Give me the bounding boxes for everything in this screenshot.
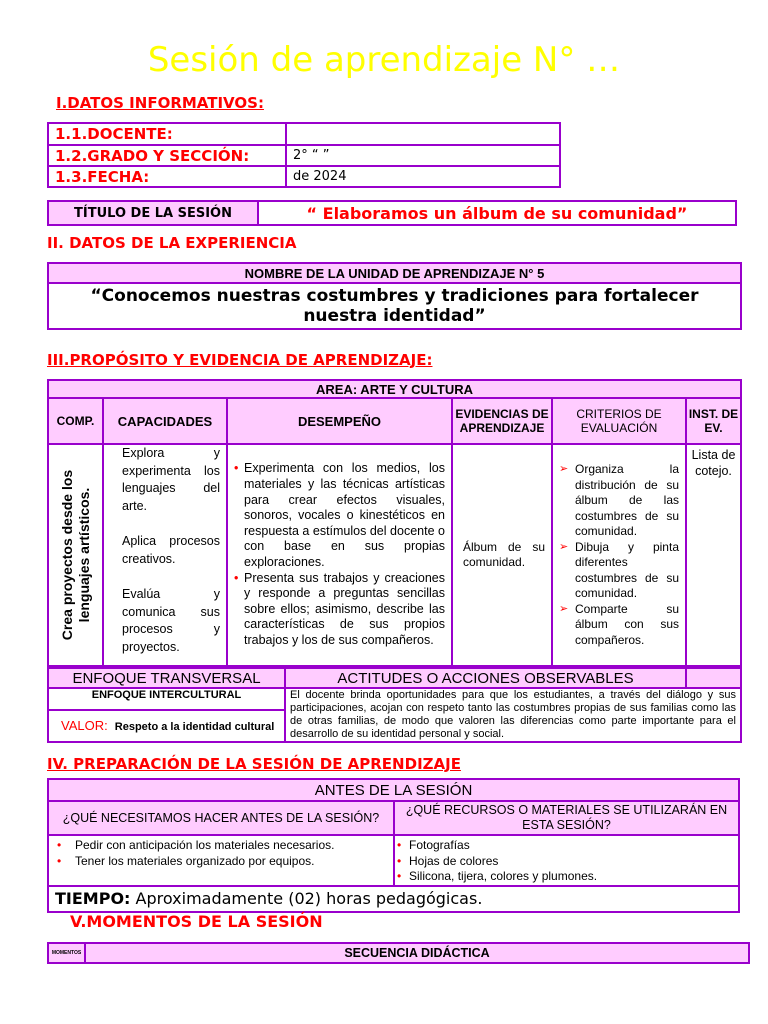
capacidad-item: Aplica procesos creativos. xyxy=(122,534,220,566)
capacidad-item: Explora y experimenta los lenguajes del arte. xyxy=(122,446,220,513)
actitudes-header: ACTITUDES O ACCIONES OBSERVABLES xyxy=(285,668,686,688)
actitud-text: El docente brinda oportunidades para que los estudiantes, a través del diálogo y sus participaciones, acojan con respeto tanto las costumbres propias de sus familias como las de otras familias, de modo que valoren las diferencias como parte importante para el desarrollo de su identidad personal y social. xyxy=(285,688,741,742)
criterio-item: ➢ Organiza la distribución de su álbum de las costumbres de su comunidad. xyxy=(559,462,679,540)
evidencias-header: EVIDENCIAS DE APRENDIZAJE xyxy=(452,398,552,444)
competencia-cell xyxy=(48,444,103,666)
criterios-cell xyxy=(552,444,686,666)
recurso-item: • Fotografías xyxy=(395,838,738,854)
session-title-label: TÍTULO DE LA SESIÓN xyxy=(48,201,258,225)
datos-informativos-table xyxy=(47,122,561,188)
section-heading-datos-experiencia: II. DATOS DE LA EXPERIENCIA xyxy=(47,234,297,252)
desempeno-cell xyxy=(227,444,452,666)
desempeno-item: • Experimenta con los medios, los materiales y las técnicas artísticas para crear efectos visuales, sonoros, vocales o kinestéticos en respuesta a estímulos del docente o con base en sus propias exploraciones. xyxy=(234,461,445,570)
comp-header: COMP. xyxy=(48,398,103,444)
grado-label: 1.2.GRADO Y SECCIÓN: xyxy=(48,145,286,166)
preparacion-table xyxy=(47,778,740,913)
hacer-header: ¿QUÉ NECESITAMOS HACER ANTES DE LA SESIÓN? xyxy=(48,801,394,835)
area-title: AREA: ARTE Y CULTURA xyxy=(48,380,741,398)
capacidades-cell xyxy=(103,444,227,666)
evidencia-text: Álbum de su comunidad. xyxy=(463,540,545,569)
instrumento-text: Lista de cotejo. xyxy=(691,448,736,478)
recursos-header: ¿QUÉ RECURSOS O MATERIALES SE UTILIZARÁN EN ESTA SESIÓN? xyxy=(394,801,739,835)
tiempo-text: Aproximadamente (02) horas pedagógicas. xyxy=(130,889,483,908)
section-heading-preparacion: IV. PREPARACIÓN DE LA SESIÓN DE APRENDIZAJE xyxy=(47,755,461,773)
criterios-header: CRITERIOS DE EVALUACIÓN xyxy=(552,398,686,444)
enfoque-name: ENFOQUE INTERCULTURAL xyxy=(48,688,285,710)
proposito-table xyxy=(47,379,742,667)
antes-header: ANTES DE LA SESIÓN xyxy=(48,779,739,801)
criterio-item: ➢ Dibuja y pinta diferentes costumbres de su comunidad. xyxy=(559,540,679,602)
criterio-item: ➢ Comparte su álbum con sus compañeros. xyxy=(559,602,679,649)
hacer-cell xyxy=(48,835,394,886)
capacidades-header: CAPACIDADES xyxy=(103,398,227,444)
tiempo-cell xyxy=(48,886,739,912)
session-title: “ Elaboramos un álbum de su comunidad” xyxy=(258,201,736,225)
unit-label: NOMBRE DE LA UNIDAD DE APRENDIZAJE N° 5 xyxy=(48,263,741,283)
inst-header: INST. DE EV. xyxy=(686,398,741,444)
desempeno-item: • Presenta sus trabajos y creaciones y responde a preguntas sencillas sobre ellos; asimismo, describe las características de sus propios trabajos y los de sus compañeros. xyxy=(234,571,445,649)
recursos-cell xyxy=(394,835,739,886)
enfoque-header: ENFOQUE TRANSVERSAL xyxy=(48,668,285,688)
desempeno-header: DESEMPEÑO xyxy=(227,398,452,444)
evidencia-cell xyxy=(452,444,552,666)
tiempo-label: TIEMPO: xyxy=(55,889,131,908)
section-heading-datos-informativos: I.DATOS INFORMATIVOS: xyxy=(56,94,264,112)
recurso-item: • Silicona, tijera, colores y plumones. xyxy=(395,869,738,885)
fecha-value: de 2024 xyxy=(286,166,560,187)
valor-text: Respeto a la identidad cultural xyxy=(114,721,275,734)
instrumento-cell xyxy=(686,444,741,666)
recurso-item: • Hojas de colores xyxy=(395,854,738,870)
session-title-table xyxy=(47,200,737,226)
unidad-table xyxy=(47,262,742,330)
competencia-text: Crea proyectos desde los lenguajes artísticos. xyxy=(58,469,92,641)
hacer-item: • Pedir con anticipación los materiales necesarios. xyxy=(49,838,393,854)
capacidad-item: Evalúa y comunica sus procesos y proyectos. xyxy=(122,587,220,654)
momentos-header: MOMENTOS xyxy=(48,943,85,963)
hacer-item: • Tener los materiales organizado por equipos. xyxy=(49,854,393,870)
fecha-label: 1.3.FECHA: xyxy=(48,166,286,187)
unit-name: “Conocemos nuestras costumbres y tradiciones para fortalecer nuestra identidad” xyxy=(48,283,741,329)
docente-value xyxy=(286,123,560,145)
momentos-table xyxy=(47,942,750,964)
section-heading-momentos: V.MOMENTOS DE LA SESIÓN xyxy=(70,912,323,931)
blank-header-cell xyxy=(686,668,741,688)
grado-value: 2° “ ” xyxy=(286,145,560,166)
valor-cell xyxy=(48,710,285,742)
secuencia-header: SECUENCIA DIDÁCTICA xyxy=(85,943,749,963)
docente-label: 1.1.DOCENTE: xyxy=(48,123,286,145)
section-heading-proposito: III.PROPÓSITO Y EVIDENCIA DE APRENDIZAJE: xyxy=(47,351,433,369)
page-title: Sesión de aprendizaje N° … xyxy=(147,40,621,80)
valor-label: VALOR: xyxy=(61,718,108,734)
enfoque-table xyxy=(47,667,742,743)
